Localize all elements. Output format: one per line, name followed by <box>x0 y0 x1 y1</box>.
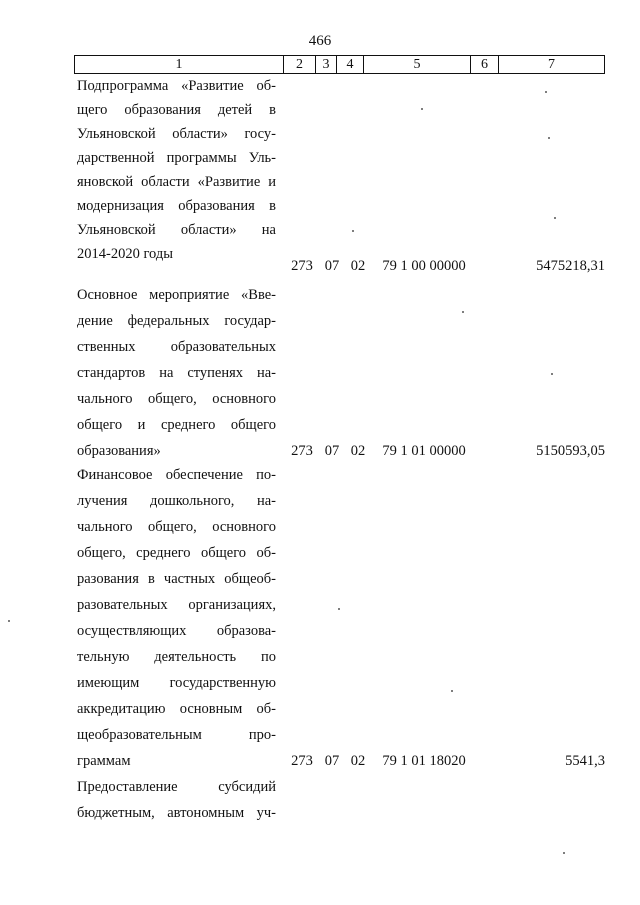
column-header-row <box>74 55 605 74</box>
column-header-5: 5 <box>364 56 471 74</box>
row-description-line: Ульяновской области» госу- <box>77 126 276 142</box>
row-description-line: яновской области «Развитие и <box>77 174 276 190</box>
cell-section: 07 <box>324 753 340 769</box>
row-description-line: ственных образовательных <box>77 339 276 355</box>
column-header-4: 4 <box>337 56 364 74</box>
row-description-line: модернизация образования в <box>77 198 276 214</box>
cell-target-article: 79 1 00 00000 <box>382 258 466 274</box>
row-description-line: осуществляющих образова- <box>77 623 276 639</box>
row-description-line: общего, среднего общего об- <box>77 545 276 561</box>
cell-target-article: 79 1 01 18020 <box>382 753 466 769</box>
cell-admin-code: 273 <box>291 258 313 274</box>
row-description-line: Предоставление субсидий <box>77 779 276 795</box>
scan-speck <box>421 108 423 110</box>
row-description-line: Основное мероприятие «Вве- <box>77 287 276 303</box>
row-description-line: имеющим государственную <box>77 675 276 691</box>
row-description-line: чального общего, основного <box>77 519 276 535</box>
cell-amount: 5150593,05 <box>536 443 605 459</box>
row-description-line: Подпрограмма «Развитие об- <box>77 78 276 94</box>
row-description-line: дение федеральных государ- <box>77 313 276 329</box>
scan-speck <box>545 91 547 93</box>
row-description-line: аккредитацию основным об- <box>77 701 276 717</box>
row-description-line: разования в частных общеоб- <box>77 571 276 587</box>
cell-amount: 5541,3 <box>565 753 605 769</box>
row-description-line: 2014-2020 годы <box>77 246 173 262</box>
cell-target-article: 79 1 01 00000 <box>382 443 466 459</box>
scan-speck <box>352 230 354 232</box>
row-description-line: Ульяновской области» на <box>77 222 276 238</box>
row-description-line: чального общего, основного <box>77 391 276 407</box>
row-description-line: Финансовое обеспечение по- <box>77 467 276 483</box>
row-description-line: общего и среднего общего <box>77 417 276 433</box>
column-header-6: 6 <box>471 56 499 74</box>
cell-admin-code: 273 <box>291 753 313 769</box>
cell-subsection: 02 <box>350 258 366 274</box>
row-description-line: стандартов на ступенях на- <box>77 365 276 381</box>
column-header-3: 3 <box>316 56 337 74</box>
cell-section: 07 <box>324 258 340 274</box>
scan-speck <box>462 311 464 313</box>
row-description-line: тельную деятельность по <box>77 649 276 665</box>
cell-admin-code: 273 <box>291 443 313 459</box>
column-header-1: 1 <box>75 56 284 74</box>
row-description-line: бюджетным, автономным уч- <box>77 805 276 821</box>
row-description-line: граммам <box>77 753 131 769</box>
cell-subsection: 02 <box>350 753 366 769</box>
scan-speck <box>563 852 565 854</box>
cell-amount: 5475218,31 <box>536 258 605 274</box>
scan-speck <box>338 608 340 610</box>
row-description-line: дарственной программы Уль- <box>77 150 276 166</box>
cell-subsection: 02 <box>350 443 366 459</box>
row-description-line: лучения дошкольного, на- <box>77 493 276 509</box>
scan-speck <box>548 137 550 139</box>
row-description-line: щего образования детей в <box>77 102 276 118</box>
column-header-2: 2 <box>284 56 316 74</box>
column-header-7: 7 <box>499 56 605 74</box>
cell-section: 07 <box>324 443 340 459</box>
scan-speck <box>554 217 556 219</box>
scan-speck <box>451 690 453 692</box>
row-description-line: щеобразовательным про- <box>77 727 276 743</box>
scan-speck <box>8 620 10 622</box>
page-number: 466 <box>308 33 332 49</box>
row-description-line: разовательных организациях, <box>77 597 276 613</box>
scan-speck <box>551 373 553 375</box>
row-description-line: образования» <box>77 443 161 459</box>
